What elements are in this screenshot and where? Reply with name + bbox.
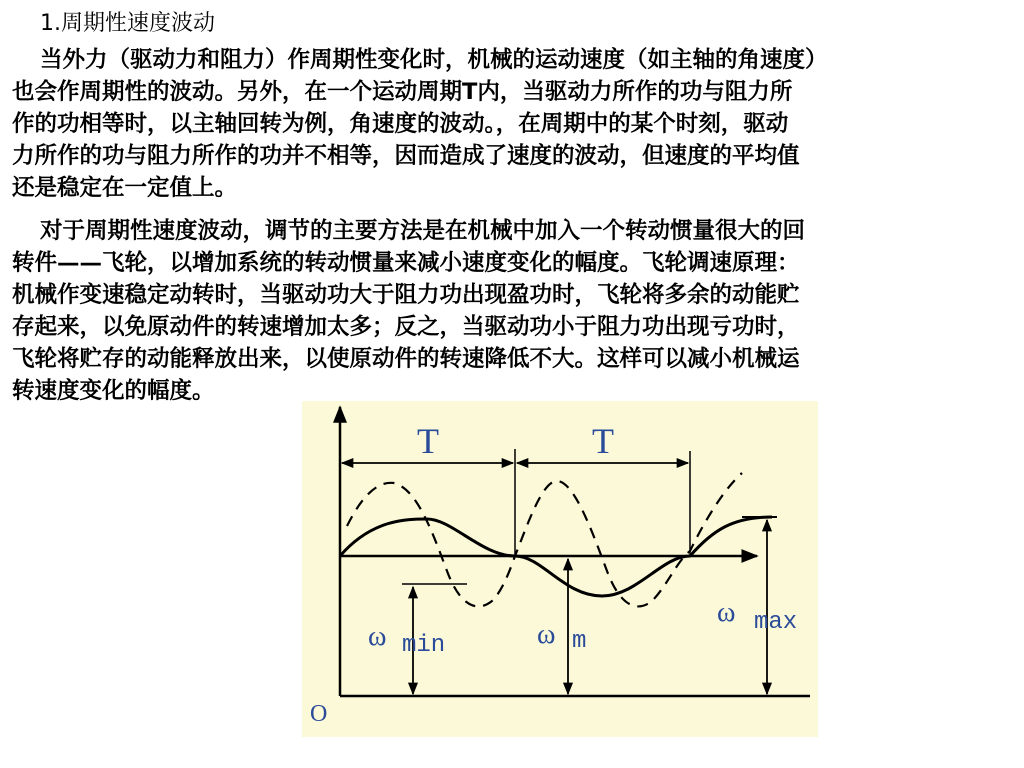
omega-max-subscript: max — [754, 609, 798, 636]
omega-max-symbol: ω — [717, 597, 736, 628]
paragraph-line: 当外力（驱动力和阻力）作周期性变化时，机械的运动速度（如主轴的角速度） — [40, 47, 828, 73]
speed-curve-without-flywheel — [347, 473, 742, 606]
paragraph-line: 对于周期性速度波动，调节的主要方法是在机械中加入一个转动惯量很大的回 — [40, 218, 806, 244]
origin-label: O — [310, 701, 328, 727]
diagram-canvas — [302, 401, 818, 737]
paragraph-line: 也会作周期性的波动。另外，在一个运动周期T内，当驱动力所作的功与阻力所 — [12, 79, 793, 105]
paragraph-line: 力所作的功与阻力所作的功并不相等，因而造成了速度的波动，但速度的平均值 — [12, 143, 800, 169]
paragraph-line: 作的功相等时，以主轴回转为例，角速度的波动。，在周期中的某个时刻，驱动 — [12, 111, 789, 137]
paragraph-flywheel — [12, 215, 1024, 407]
period-label: T — [417, 421, 439, 461]
paragraph-line: 转速度变化的幅度。 — [12, 378, 215, 404]
omega-mean-symbol: ω — [537, 619, 556, 650]
omega-min-symbol: ω — [368, 621, 387, 652]
paragraph-line: 还是稳定在一定值上。 — [12, 175, 238, 201]
period-label: T — [592, 421, 614, 461]
paragraph-line: 飞轮将贮存的动能释放出来，以使原动件的转速降低不大。这样可以减小机械运 — [12, 346, 800, 372]
paragraph-periodic-fluctuation — [12, 44, 1024, 204]
speed-fluctuation-diagram — [302, 401, 818, 737]
omega-mean-subscript: m — [572, 628, 587, 655]
paragraph-line: 存起来，以免原动件的转速增加太多；反之，当驱动功小于阻力功出现亏功时， — [12, 314, 800, 340]
omega-min-subscript: min — [402, 632, 446, 659]
paragraph-line: 机械作变速稳定动转时，当驱动功大于阻力功出现盈功时，飞轮将多余的动能贮 — [12, 282, 800, 308]
paragraph-line: 转件——飞轮，以增加系统的转动惯量来减小速度变化的幅度。飞轮调速原理： — [12, 250, 800, 276]
section-heading: 1.周期性速度波动 — [40, 11, 215, 36]
